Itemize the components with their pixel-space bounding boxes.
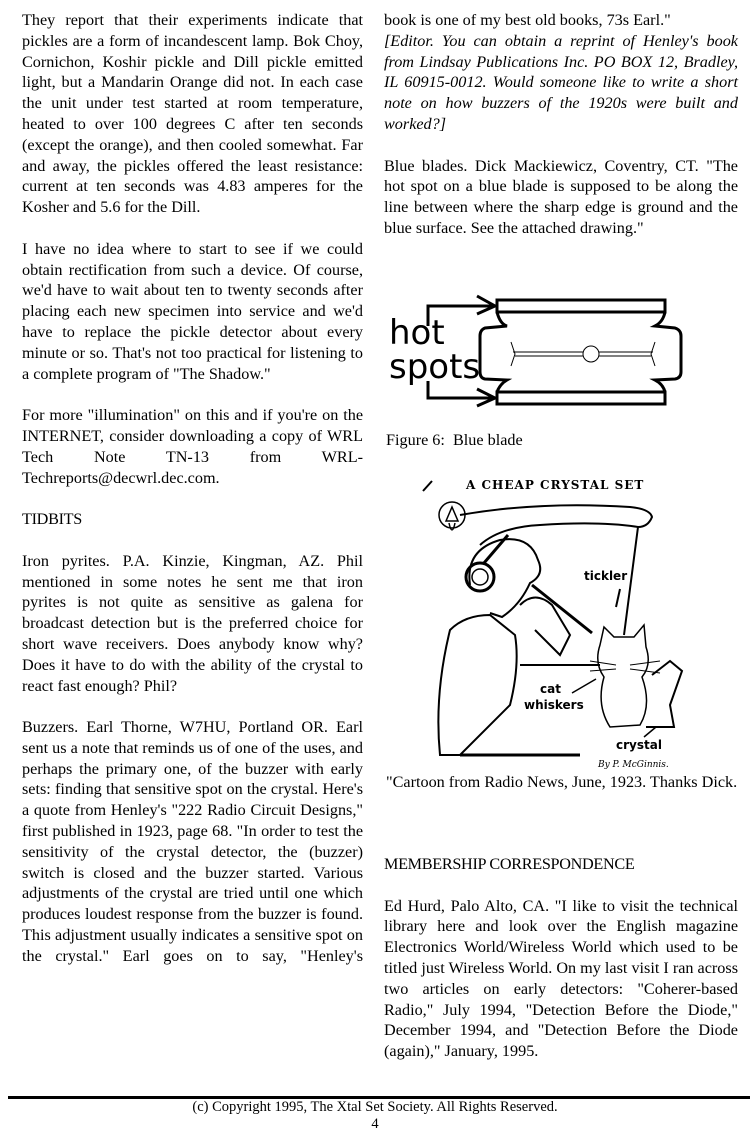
- paragraph-internet: For more "illumination" on this and if you're on the INTERNET, consider downloading a copy of WRL Tech Note TN-13 from WRL-Techreports@decwrl.dec.com.: [22, 406, 363, 487]
- editor-note: [Editor. You can obtain a reprint of Henley's book from Lindsay Publications Inc. PO BOX 12, Bradley, IL 60915-0012. Would someone like to write a short note on how buzzers of the 1920s were built and worked?]: [384, 31, 738, 133]
- blade-top-edge: [497, 300, 665, 312]
- cartoon-caption: "Cartoon from Radio News, June, 1923. Thanks Dick.: [386, 773, 738, 791]
- paragraph-ed-hurd: Ed Hurd, Palo Alto, CA. "I like to visit the technical library here and look over the English magazine Electronics World/Wireless World which used to be titled just Wireless World. On my last visit I ran across two articles on early detectors: "Coherer-based Radio," July 1994, "Detection Before the Diode," December 1994, and "Detection Before the Diode (again)," January, 1995.: [384, 896, 738, 1061]
- section-heading-tidbits: TIDBITS: [22, 510, 82, 529]
- right-column: [384, 10, 738, 239]
- spots-label: spots: [389, 347, 481, 387]
- blade-center-hole: [583, 346, 599, 362]
- cartoon-signature: By P. McGinnis.: [598, 760, 669, 770]
- label-tickler: tickler: [584, 569, 628, 583]
- spacer: [22, 696, 363, 717]
- razor-blade-drawing: [387, 286, 705, 416]
- label-cat: cat: [540, 682, 561, 696]
- paragraph-continuation: book is one of my best old books, 73s Earl.": [384, 11, 671, 29]
- blade-left-notch: [480, 312, 507, 392]
- spacer: [22, 530, 363, 551]
- spacer: [22, 218, 363, 239]
- man-body: [438, 615, 516, 755]
- cat-drawing: [598, 625, 649, 727]
- membership-section: [384, 854, 738, 1062]
- paragraph-blue-blades: Blue blades. Dick Mackiewicz, Coventry, CT. "The hot spot on a blue blade is supposed to be along the line between where the sharp edge is ground and the blue surface. See the attached drawing.": [384, 156, 738, 237]
- cartoon-drawing: [420, 465, 700, 775]
- spacer: [384, 135, 738, 156]
- spacer: [22, 384, 363, 405]
- blade-bottom-edge: [497, 392, 665, 404]
- cartoon-crystal-set: [420, 465, 700, 775]
- blade-right-notch: [655, 312, 681, 392]
- paragraph-buzzers: Buzzers. Earl Thorne, W7HU, Portland OR. Earl sent us a note that reminds us of one of the uses, and perhaps the primary one, of the buzzer with early sets: finding that sensitive spot on the crystal. Here's a quote from Henley's "222 Radio Circuit Designs," first published in 1923, page 68. "In order to test the sensitivity of the crystal detector, the (buzzer) switch is closed and the buzzer started. Various adjustments of the crystal are tried until one which produces loudest response from the buzzer is found. This adjustment usually indicates a sensitive spot on the crystal." Earl goes on to say, "Henley's: [22, 718, 363, 965]
- paragraph-iron-pyrites: Iron pyrites. P.A. Kinzie, Kingman, AZ. Phil mentioned in some notes he sent me that iron pyrites is not quite as sensitive as galena for broadcast detection but is the preferred choice for short wave receivers. Does anybody know why? Does it have to do with the ability of the crystal to react fast enough? Phil?: [22, 551, 363, 695]
- man-head: [469, 539, 540, 617]
- label-crystal: crystal: [616, 738, 662, 752]
- left-column: [22, 10, 363, 967]
- man-arm: [520, 598, 570, 656]
- paragraph-rectification: I have no idea where to start to see if we could obtain rectification from such a device. Of course, we'd have to wait about ten to twenty seconds after placing each new specimen into service and we'd have to replace the pickle detector about every minute or so. That's not too practical for listening to a complete program of "The Shadow.": [22, 239, 363, 383]
- spacer: [384, 875, 738, 896]
- figure-6-caption: Figure 6: Blue blade: [386, 431, 523, 449]
- figure-blue-blade: [387, 286, 705, 416]
- spacer: [22, 488, 363, 509]
- tickler-wand: [532, 585, 592, 633]
- section-heading-membership: MEMBERSHIP CORRESPONDENCE: [384, 855, 635, 873]
- hot-label: hot: [389, 313, 445, 353]
- cartoon-title: A CHEAP CRYSTAL SET: [466, 478, 645, 492]
- copyright-notice: (c) Copyright 1995, The Xtal Set Society. All Rights Reserved.: [192, 1099, 558, 1115]
- paragraph-pickles: They report that their experiments indicate that pickles are a form of incandescent lamp. Bok Choy, Cornichon, Koshir pickle and Dill pickle emitted light, but a Mandarin Orange did not. In each case the unit under test started at room temperature, heated to over 100 degrees C after ten seconds (except the orange), and then cooled somewhat. Far and away, the pickles offered the least resistance: current at ten seconds was 4.83 amperes for the Kosher and 5.6 for the Dill.: [22, 11, 363, 217]
- crystal-holder: [646, 661, 682, 727]
- page-number: 4: [371, 1116, 379, 1132]
- label-whiskers: whiskers: [524, 698, 584, 712]
